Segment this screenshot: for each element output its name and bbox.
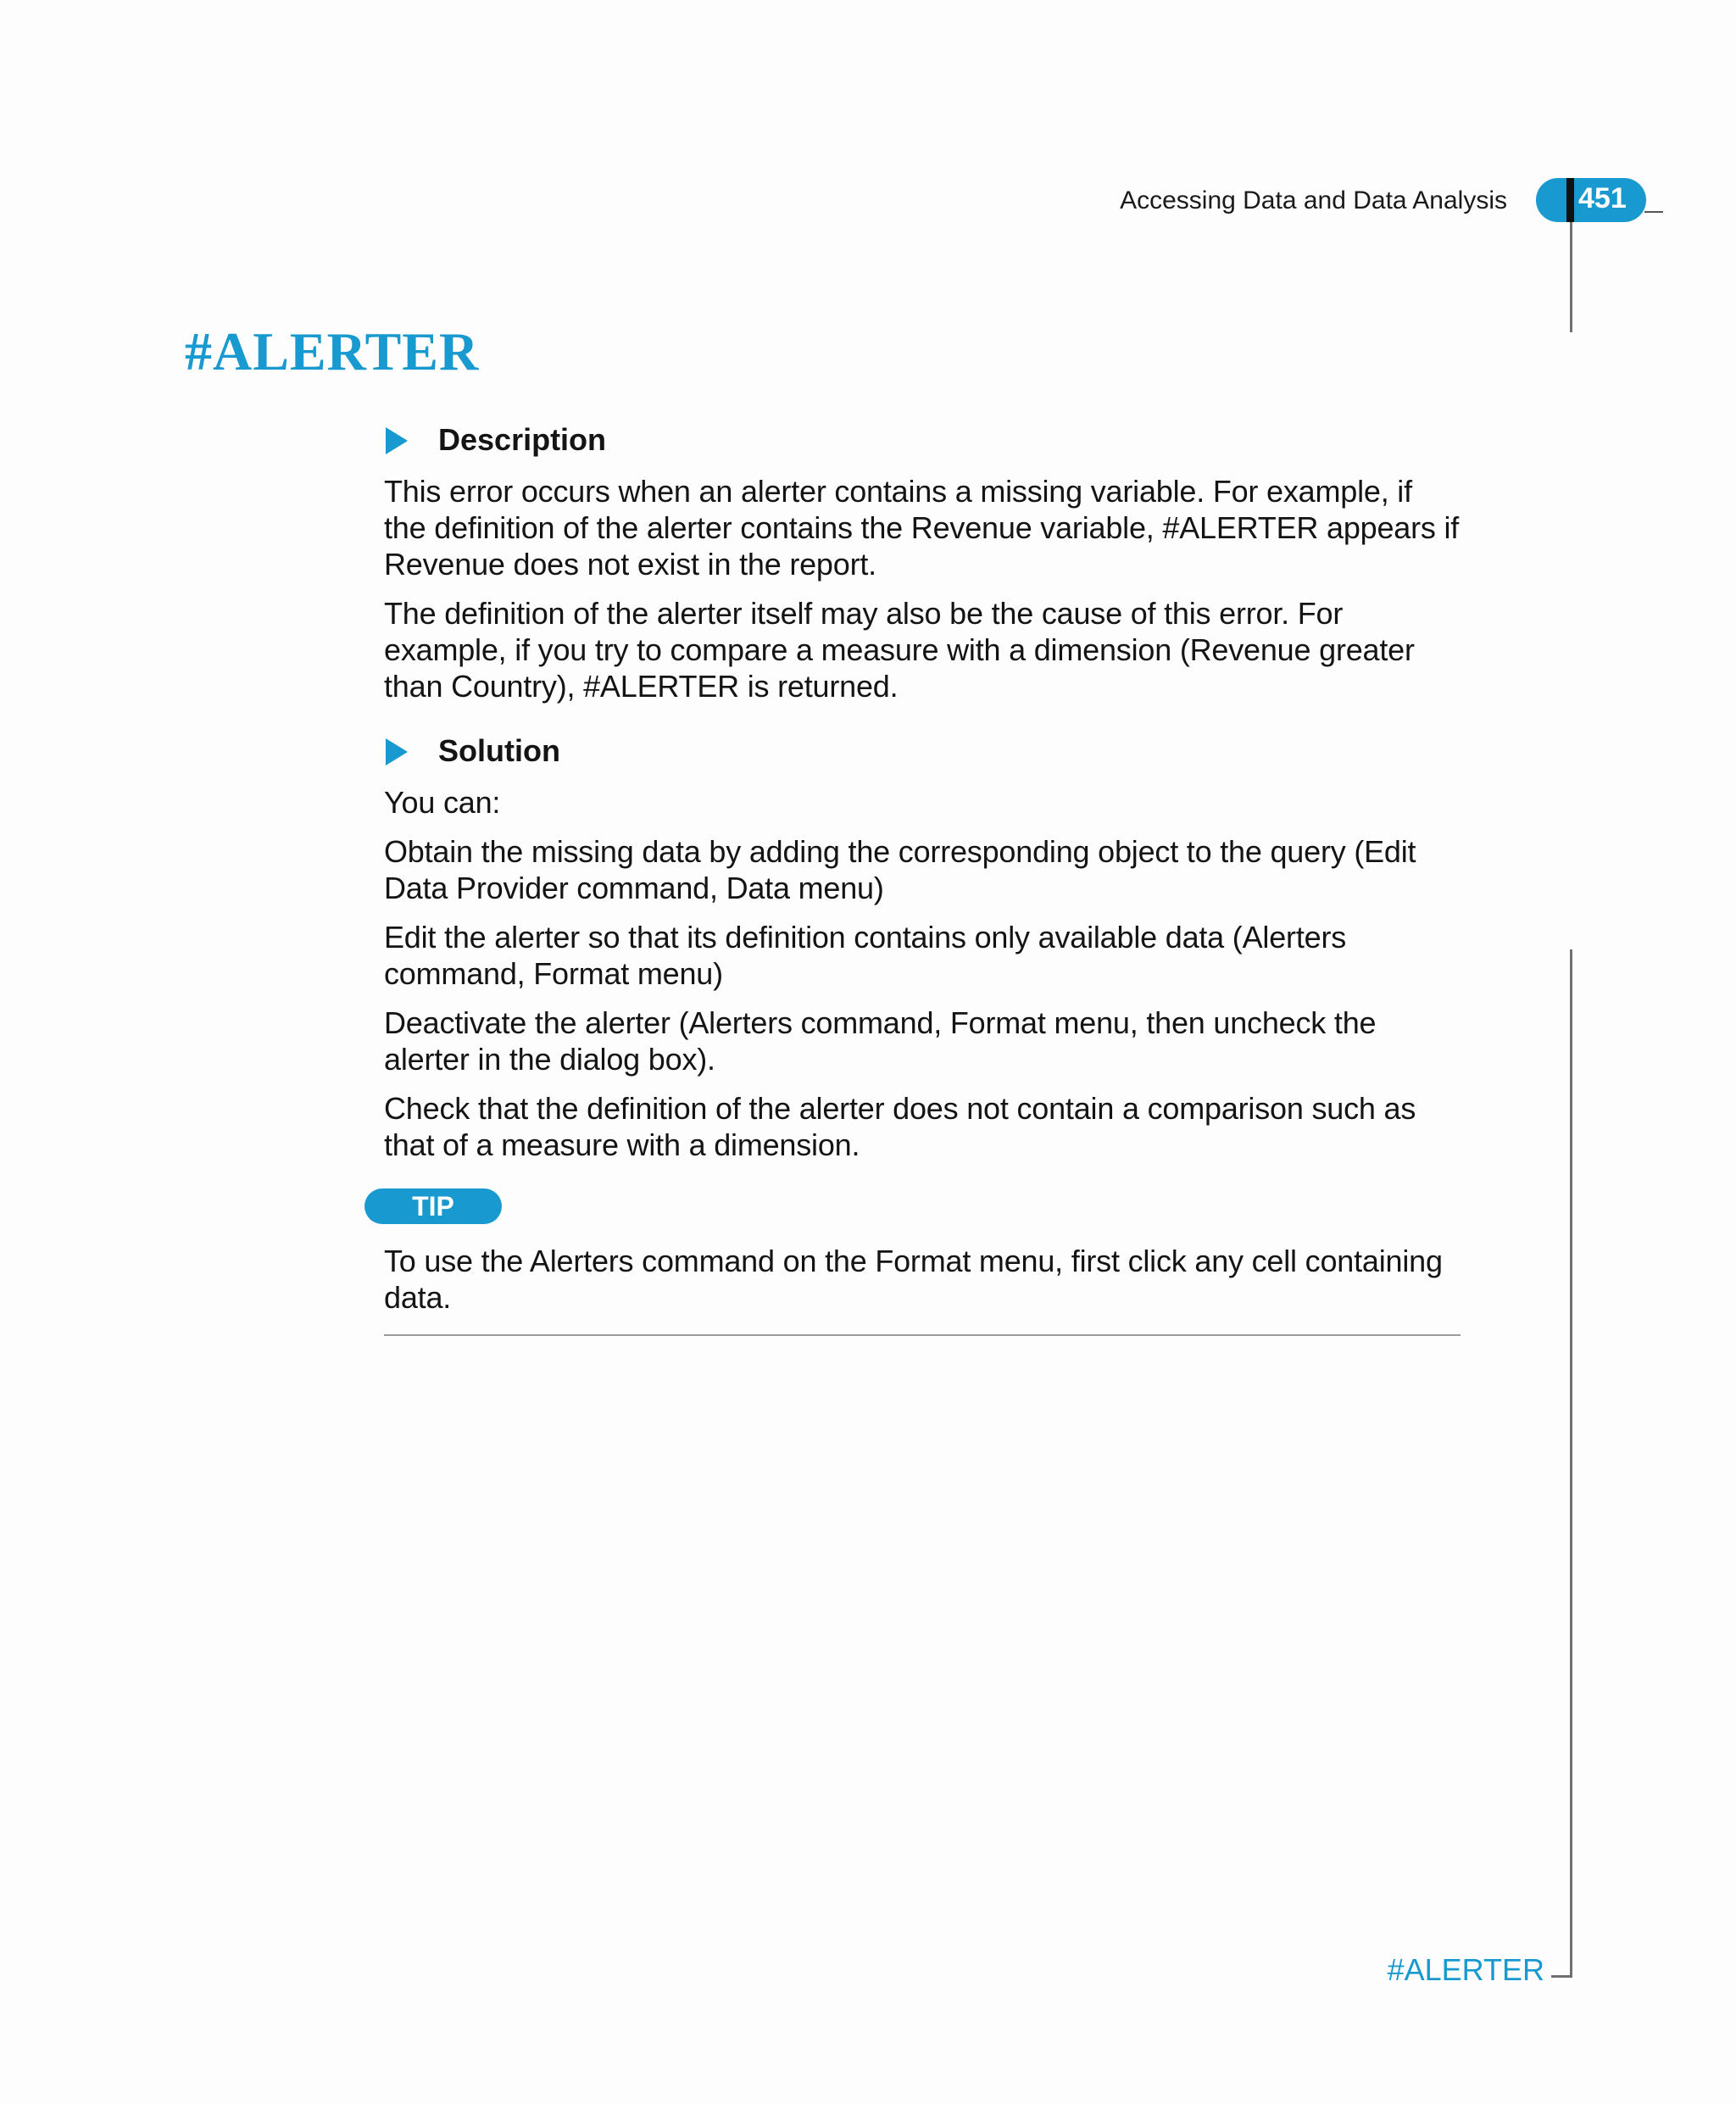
margin-rule-top [1570, 222, 1572, 332]
tip-header [384, 1188, 1461, 1231]
description-label: Description [438, 422, 607, 457]
tip-divider [384, 1334, 1461, 1336]
solution-heading [384, 730, 1461, 781]
running-header-title: Accessing Data and Data Analysis [1120, 186, 1507, 214]
description-paragraph: This error occurs when an alerter contains a missing variable. For example, if the definition of the alerter contains the Revenue variable, #ALERTER appears if Revenue does not exist in the report. [384, 474, 1460, 582]
solution-paragraph: Check that the definition of the alerter does not contain a comparison such as that of a measure with a dimension. [384, 1091, 1416, 1162]
triangle-bullet-icon [386, 738, 408, 765]
description-paragraph: The definition of the alerter itself may also be the cause of this error. For example, if you try to compare a measure with a dimension (Revenue greater than Country), #ALERTER is returned. [384, 596, 1415, 704]
solution-label: Solution [438, 733, 560, 768]
running-footer-label: #ALERTER [1387, 1952, 1544, 1987]
page-number: 451 [1578, 182, 1627, 214]
page-tab-marker [1566, 178, 1574, 222]
solution-paragraph: Obtain the missing data by adding the corresponding object to the query (Edit Data Provider command, Data menu) [384, 834, 1416, 905]
solution-paragraph: You can: [384, 785, 501, 820]
margin-rule-bottom [1570, 949, 1572, 1975]
tip-badge: TIP [364, 1188, 502, 1224]
header-rule [1644, 211, 1663, 213]
solution-paragraph: Deactivate the alerter (Alerters command, Format menu, then uncheck the alerter in the dialog box). [384, 1005, 1377, 1077]
main-content [384, 419, 1461, 1336]
description-heading [384, 419, 1461, 470]
triangle-bullet-icon [386, 427, 408, 454]
tip-text: To use the Alerters command on the Format menu, first click any cell containing data. [384, 1244, 1443, 1315]
solution-paragraph: Edit the alerter so that its definition contains only available data (Alerters command, Format menu) [384, 920, 1347, 991]
footer-rule [1551, 1975, 1572, 1978]
page-title: #ALERTER [185, 321, 480, 381]
